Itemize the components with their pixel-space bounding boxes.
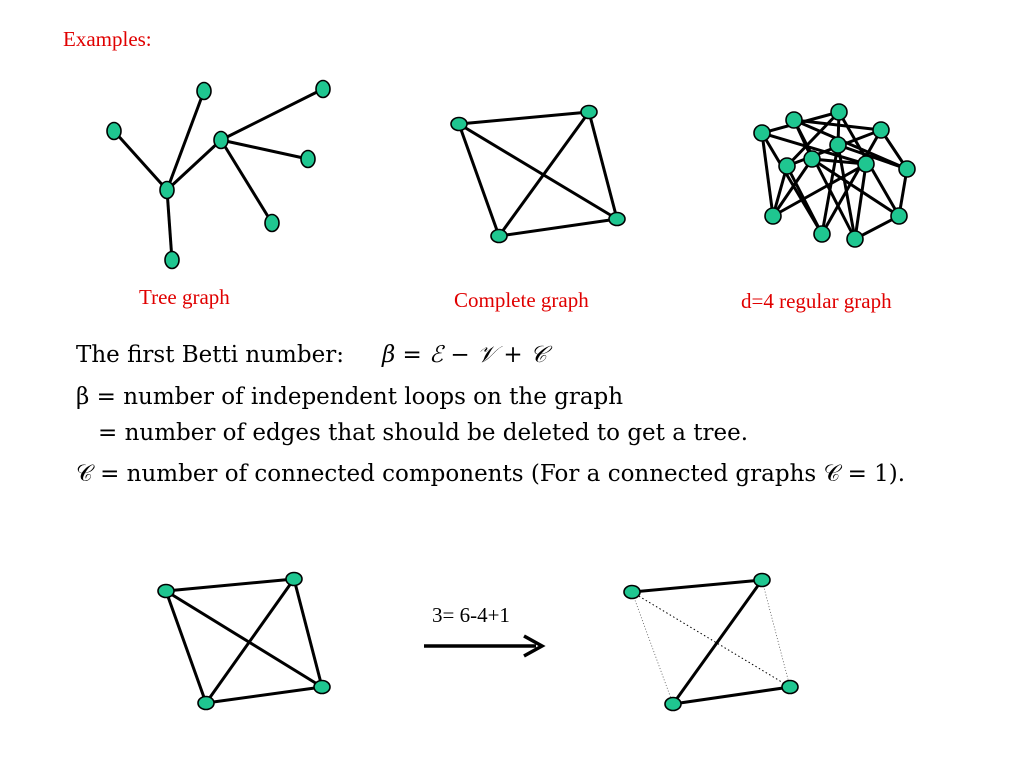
- complete-graph-caption: Complete graph: [454, 288, 589, 312]
- bottom-right-node: [754, 574, 770, 587]
- deleted-edge: [762, 580, 790, 687]
- components-line: 𝒞 = number of connected components (For a connected graphs 𝒞 = 1).: [76, 461, 906, 487]
- betti-label: The first Betti number:: [76, 342, 344, 368]
- bottom-right-node: [624, 586, 640, 599]
- examples-heading: Examples:: [63, 27, 152, 51]
- bottom-right-node: [782, 681, 798, 694]
- betti-edges-line: = number of edges that should be deleted to get a tree.: [98, 420, 749, 446]
- tree-graph-caption: Tree graph: [139, 285, 230, 309]
- deleted-edge: [632, 592, 673, 704]
- tree-kept-edge: [632, 580, 762, 592]
- deleted-edge: [632, 592, 790, 687]
- tree-kept-edge: [673, 580, 762, 704]
- betti-formula: β = ℰ − 𝒱 + 𝒞: [381, 342, 547, 368]
- betti-equation-label: 3= 6-4+1: [432, 603, 510, 627]
- betti-loops-line: β = number of independent loops on the graph: [76, 384, 624, 410]
- bottom-right-node: [665, 698, 681, 711]
- regular-graph-caption: d=4 regular graph: [741, 289, 892, 313]
- tree-kept-edge: [673, 687, 790, 704]
